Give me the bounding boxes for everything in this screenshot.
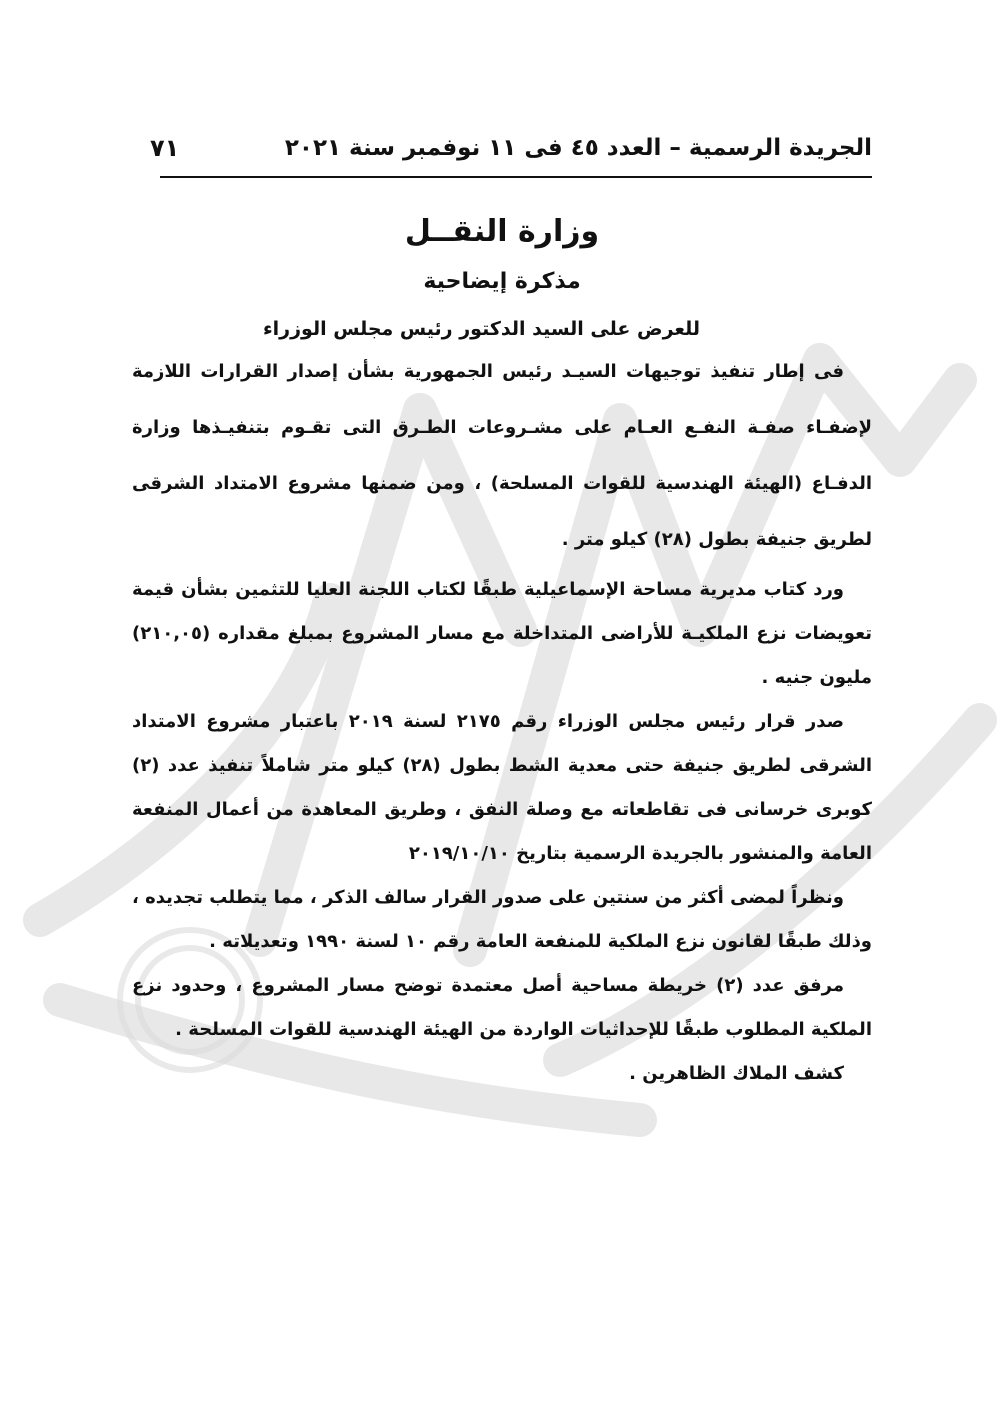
paragraph-5: مرفق عدد (٢) خريطة مساحية أصل معتمدة توضح مسار المشروع ، وحدود نزع الملكية المطلوب طبقًا للإحداثيات الواردة من الهيئة الهندسية للقوات المسلحة . [132, 975, 872, 1040]
gazette-title: الجريدة الرسمية – العدد ٤٥ فى ١١ نوفمبر سنة ٢٠٢١ [284, 135, 872, 161]
ministry-heading: وزارة النقــل [404, 214, 600, 249]
paragraph-2: ورد كتاب مديرية مساحة الإسماعيلية طبقًا لكتاب اللجنة العليا للتثمين بشأن قيمة تعويضات نزع الملكيـة للأراضى المتداخلة مع مسار المشروع بمبلغ مقداره (٢١٠,٠٥) مليون جنيه . [132, 579, 872, 688]
page-number: ٧١ [150, 134, 180, 162]
document-page [132, 128, 872, 1328]
paragraph-6: كشف الملاك الظاهرين . [629, 1063, 844, 1084]
paragraph-3: صدر قرار رئيس مجلس الوزراء رقم ٢١٧٥ لسنة ٢٠١٩ باعتبار مشروع الامتداد الشرقى لطريق جنيفة حتى معدية الشط بطول (٢٨) كيلو متر شاملاً تنفيذ عدد (٢) كوبرى خرسانى فى تقاطعاته مع وصلة النفق ، وطريق المعاهدة من أعمال المنفعة العامة والمنشور بالجريدة الرسمية بتاريخ ٢٠١٩/١٠/١٠ [132, 711, 872, 864]
paragraph-4: ونظراً لمضى أكثر من سنتين على صدور القرار سالف الذكر ، مما يتطلب تجديده ، وذلك طبقًا لقانون نزع الملكية للمنفعة العامة رقم ١٠ لسنة ١٩٩٠ وتعديلاته . [132, 887, 872, 952]
memo-title: مذكرة إيضاحية [423, 269, 581, 294]
header-divider [160, 176, 872, 178]
addressee-line: للعرض على السيد الدكتور رئيس مجلس الوزراء [262, 318, 700, 340]
paragraph-1: فى إطار تنفيذ توجيهات السيـد رئيس الجمهورية بشأن إصدار القرارات اللازمة لإضفـاء صفـة النفـع العـام على مشـروعات الطـرق التى تقـوم بتنفيـذها وزارة الدفـاع (الهيئة الهندسية للقوات المسلحة) ، ومن ضمنها مشروع الامتداد الشرقى لطريق جنيفة بطول (٢٨) كيلو متر . [132, 361, 872, 550]
gazette-header [132, 128, 872, 168]
